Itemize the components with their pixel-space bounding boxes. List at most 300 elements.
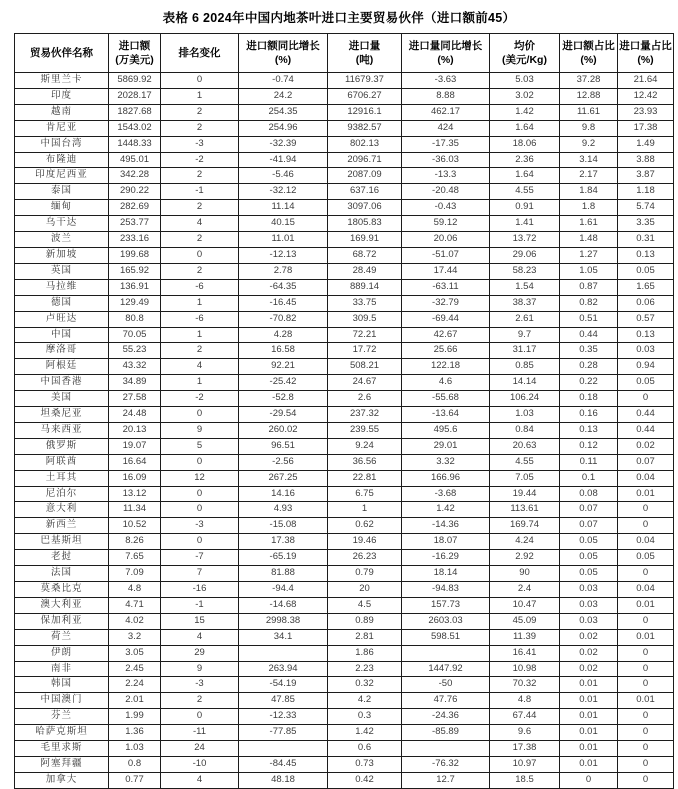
table-row <box>15 454 674 470</box>
cell-value_yoy: 267.25 <box>239 470 328 486</box>
column-header-volume_share <box>618 34 674 73</box>
cell-value_share: 0.28 <box>560 359 618 375</box>
cell-volume: 22.81 <box>328 470 402 486</box>
cell-volume_share: 0.13 <box>618 327 674 343</box>
cell-rank_change: -10 <box>161 756 239 772</box>
cell-volume_yoy: 18.07 <box>402 534 490 550</box>
cell-volume: 12916.1 <box>328 104 402 120</box>
cell-value_share: 0.1 <box>560 470 618 486</box>
cell-rank_change: 1 <box>161 327 239 343</box>
cell-import_value: 13.12 <box>109 486 161 502</box>
cell-import_value: 11.34 <box>109 502 161 518</box>
cell-partner: 波兰 <box>15 232 109 248</box>
cell-import_value: 8.26 <box>109 534 161 550</box>
cell-volume: 0.3 <box>328 709 402 725</box>
cell-import_value: 80.8 <box>109 311 161 327</box>
table-row <box>15 279 674 295</box>
cell-volume_yoy: 598.51 <box>402 629 490 645</box>
cell-volume_yoy: -3.63 <box>402 73 490 89</box>
cell-volume_share: 0.13 <box>618 247 674 263</box>
cell-volume: 309.5 <box>328 311 402 327</box>
cell-volume_yoy: -3.68 <box>402 486 490 502</box>
cell-volume: 802.13 <box>328 136 402 152</box>
table-row <box>15 295 674 311</box>
cell-volume_share: 1.65 <box>618 279 674 295</box>
table-row <box>15 263 674 279</box>
cell-volume_share: 3.87 <box>618 168 674 184</box>
cell-value_share: 0.03 <box>560 582 618 598</box>
cell-rank_change: 9 <box>161 422 239 438</box>
cell-value_share: 1.27 <box>560 247 618 263</box>
cell-volume: 1.42 <box>328 725 402 741</box>
cell-value_share: 1.84 <box>560 184 618 200</box>
cell-volume_yoy: 1.42 <box>402 502 490 518</box>
table-row <box>15 152 674 168</box>
cell-volume_share: 0.03 <box>618 343 674 359</box>
cell-avg_price: 1.41 <box>490 216 560 232</box>
cell-partner: 保加利亚 <box>15 613 109 629</box>
table-row <box>15 709 674 725</box>
cell-volume_yoy: -36.03 <box>402 152 490 168</box>
table-row <box>15 645 674 661</box>
cell-volume_share: 0 <box>618 725 674 741</box>
cell-value_share: 0.08 <box>560 486 618 502</box>
cell-volume: 2087.09 <box>328 168 402 184</box>
cell-avg_price: 90 <box>490 566 560 582</box>
cell-import_value: 136.91 <box>109 279 161 295</box>
cell-value_share: 0.01 <box>560 756 618 772</box>
header-line2: (%) <box>637 54 654 66</box>
cell-volume: 1805.83 <box>328 216 402 232</box>
table-row <box>15 327 674 343</box>
cell-import_value: 3.2 <box>109 629 161 645</box>
cell-partner: 泰国 <box>15 184 109 200</box>
cell-rank_change: -6 <box>161 279 239 295</box>
cell-value_yoy: -41.94 <box>239 152 328 168</box>
cell-volume_yoy: -16.29 <box>402 550 490 566</box>
cell-import_value: 1.99 <box>109 709 161 725</box>
cell-volume_share: 0 <box>618 741 674 757</box>
cell-value_share: 0.35 <box>560 343 618 359</box>
cell-import_value: 199.68 <box>109 247 161 263</box>
cell-avg_price: 45.09 <box>490 613 560 629</box>
cell-value_share: 0.05 <box>560 566 618 582</box>
cell-value_yoy: -12.13 <box>239 247 328 263</box>
cell-value_yoy: -0.74 <box>239 73 328 89</box>
cell-avg_price: 4.55 <box>490 184 560 200</box>
cell-volume_yoy: 8.88 <box>402 88 490 104</box>
cell-value_share: 0.51 <box>560 311 618 327</box>
cell-volume_share: 0.05 <box>618 550 674 566</box>
cell-volume_share: 1.18 <box>618 184 674 200</box>
cell-avg_price: 1.64 <box>490 168 560 184</box>
table-row <box>15 136 674 152</box>
cell-value_share: 0.02 <box>560 629 618 645</box>
cell-volume_yoy: 1447.92 <box>402 661 490 677</box>
cell-volume_share: 0 <box>618 661 674 677</box>
cell-import_value: 2.24 <box>109 677 161 693</box>
cell-volume_share: 0 <box>618 677 674 693</box>
cell-import_value: 4.8 <box>109 582 161 598</box>
cell-volume_share: 0.07 <box>618 454 674 470</box>
cell-value_share: 0.44 <box>560 327 618 343</box>
cell-volume: 0.73 <box>328 756 402 772</box>
cell-avg_price: 16.41 <box>490 645 560 661</box>
cell-volume_yoy: -51.07 <box>402 247 490 263</box>
cell-volume_yoy: -17.35 <box>402 136 490 152</box>
cell-avg_price: 18.06 <box>490 136 560 152</box>
cell-volume_share: 0 <box>618 518 674 534</box>
cell-value_yoy <box>239 741 328 757</box>
cell-volume_yoy: 462.17 <box>402 104 490 120</box>
table-row <box>15 311 674 327</box>
cell-value_share: 1.48 <box>560 232 618 248</box>
table-row <box>15 470 674 486</box>
cell-avg_price: 4.55 <box>490 454 560 470</box>
cell-partner: 法国 <box>15 566 109 582</box>
cell-volume_yoy: 4.6 <box>402 375 490 391</box>
cell-avg_price: 1.03 <box>490 407 560 423</box>
cell-import_value: 16.64 <box>109 454 161 470</box>
cell-volume_yoy: 3.32 <box>402 454 490 470</box>
cell-volume: 0.6 <box>328 741 402 757</box>
cell-volume: 17.72 <box>328 343 402 359</box>
cell-value_share: 0.05 <box>560 534 618 550</box>
cell-volume: 3097.06 <box>328 200 402 216</box>
cell-volume: 637.16 <box>328 184 402 200</box>
cell-import_value: 129.49 <box>109 295 161 311</box>
cell-volume_share: 0.31 <box>618 232 674 248</box>
cell-volume: 0.79 <box>328 566 402 582</box>
cell-partner: 马来西亚 <box>15 422 109 438</box>
cell-rank_change: 2 <box>161 200 239 216</box>
table-row <box>15 438 674 454</box>
table-row <box>15 613 674 629</box>
cell-rank_change: -3 <box>161 677 239 693</box>
cell-partner: 摩洛哥 <box>15 343 109 359</box>
table-row <box>15 184 674 200</box>
cell-value_yoy: 11.14 <box>239 200 328 216</box>
cell-volume_yoy: 47.76 <box>402 693 490 709</box>
cell-rank_change: 7 <box>161 566 239 582</box>
cell-rank_change: 29 <box>161 645 239 661</box>
cell-rank_change: -3 <box>161 518 239 534</box>
cell-value_share: 0.11 <box>560 454 618 470</box>
cell-avg_price: 4.8 <box>490 693 560 709</box>
cell-value_yoy: 96.51 <box>239 438 328 454</box>
cell-import_value: 34.89 <box>109 375 161 391</box>
cell-rank_change: 2 <box>161 693 239 709</box>
cell-partner: 印度 <box>15 88 109 104</box>
cell-rank_change: 0 <box>161 454 239 470</box>
header-line1: 贸易伙伴名称 <box>30 46 93 59</box>
cell-volume_share: 3.88 <box>618 152 674 168</box>
cell-value_share: 0.07 <box>560 502 618 518</box>
cell-value_share: 9.8 <box>560 120 618 136</box>
cell-rank_change: 24 <box>161 741 239 757</box>
cell-avg_price: 1.42 <box>490 104 560 120</box>
cell-value_share: 0.22 <box>560 375 618 391</box>
cell-partner: 澳大利亚 <box>15 597 109 613</box>
trade-partners-table <box>14 33 674 789</box>
cell-rank_change: -11 <box>161 725 239 741</box>
cell-value_yoy: -94.4 <box>239 582 328 598</box>
cell-volume_yoy: 166.96 <box>402 470 490 486</box>
cell-value_share: 1.05 <box>560 263 618 279</box>
cell-avg_price: 29.06 <box>490 247 560 263</box>
cell-rank_change: 2 <box>161 343 239 359</box>
cell-volume_yoy: 29.01 <box>402 438 490 454</box>
cell-rank_change: 1 <box>161 295 239 311</box>
cell-import_value: 20.13 <box>109 422 161 438</box>
cell-avg_price: 38.37 <box>490 295 560 311</box>
cell-volume_share: 0 <box>618 502 674 518</box>
cell-volume: 26.23 <box>328 550 402 566</box>
cell-avg_price: 106.24 <box>490 391 560 407</box>
cell-value_yoy: -32.39 <box>239 136 328 152</box>
cell-partner: 肯尼亚 <box>15 120 109 136</box>
cell-volume_yoy: 424 <box>402 120 490 136</box>
cell-avg_price: 0.85 <box>490 359 560 375</box>
cell-volume: 2.23 <box>328 661 402 677</box>
cell-partner: 哈萨克斯坦 <box>15 725 109 741</box>
cell-value_yoy: 16.58 <box>239 343 328 359</box>
cell-value_yoy: -70.82 <box>239 311 328 327</box>
header-line2: (%) <box>274 54 292 66</box>
cell-avg_price: 10.97 <box>490 756 560 772</box>
cell-value_share: 0.12 <box>560 438 618 454</box>
cell-value_yoy: -15.08 <box>239 518 328 534</box>
cell-rank_change: 0 <box>161 247 239 263</box>
cell-rank_change: 9 <box>161 661 239 677</box>
cell-volume: 11679.37 <box>328 73 402 89</box>
cell-import_value: 27.58 <box>109 391 161 407</box>
table-row <box>15 486 674 502</box>
cell-volume_share: 5.74 <box>618 200 674 216</box>
cell-value_yoy: -32.12 <box>239 184 328 200</box>
cell-avg_price: 0.84 <box>490 422 560 438</box>
table-row <box>15 168 674 184</box>
cell-avg_price: 2.92 <box>490 550 560 566</box>
cell-value_yoy: -65.19 <box>239 550 328 566</box>
cell-avg_price: 2.61 <box>490 311 560 327</box>
cell-avg_price: 13.72 <box>490 232 560 248</box>
cell-volume_yoy: 42.67 <box>402 327 490 343</box>
table-row <box>15 518 674 534</box>
cell-volume_share: 0 <box>618 645 674 661</box>
cell-import_value: 4.71 <box>109 597 161 613</box>
cell-import_value: 0.8 <box>109 756 161 772</box>
header-line2: (万美元) <box>115 54 154 66</box>
column-header-partner <box>15 34 109 73</box>
cell-avg_price: 14.14 <box>490 375 560 391</box>
cell-partner: 阿根廷 <box>15 359 109 375</box>
cell-avg_price: 2.36 <box>490 152 560 168</box>
cell-rank_change: -16 <box>161 582 239 598</box>
table-row <box>15 550 674 566</box>
cell-volume_share: 0.44 <box>618 422 674 438</box>
cell-value_yoy: 4.28 <box>239 327 328 343</box>
cell-rank_change: 2 <box>161 232 239 248</box>
cell-volume: 0.62 <box>328 518 402 534</box>
column-header-volume <box>328 34 402 73</box>
cell-volume_yoy: 157.73 <box>402 597 490 613</box>
cell-value_yoy: -12.33 <box>239 709 328 725</box>
cell-avg_price: 169.74 <box>490 518 560 534</box>
cell-value_share: 2.17 <box>560 168 618 184</box>
cell-partner: 新西兰 <box>15 518 109 534</box>
cell-value_yoy: -16.45 <box>239 295 328 311</box>
cell-import_value: 1543.02 <box>109 120 161 136</box>
table-row <box>15 741 674 757</box>
header-line1: 进口量 <box>348 39 381 52</box>
cell-volume_share: 23.93 <box>618 104 674 120</box>
cell-import_value: 233.16 <box>109 232 161 248</box>
cell-avg_price: 0.91 <box>490 200 560 216</box>
column-header-volume_yoy <box>402 34 490 73</box>
cell-rank_change: 0 <box>161 534 239 550</box>
table-row <box>15 693 674 709</box>
header-row <box>15 34 674 73</box>
cell-avg_price: 10.47 <box>490 597 560 613</box>
cell-partner: 英国 <box>15 263 109 279</box>
cell-volume: 889.14 <box>328 279 402 295</box>
cell-volume_share: 0 <box>618 613 674 629</box>
cell-avg_price: 9.7 <box>490 327 560 343</box>
cell-rank_change: -2 <box>161 152 239 168</box>
cell-rank_change: 12 <box>161 470 239 486</box>
header-line2: (%) <box>437 54 454 66</box>
cell-volume_share: 0.01 <box>618 629 674 645</box>
cell-value_share: 0.82 <box>560 295 618 311</box>
cell-rank_change: 2 <box>161 120 239 136</box>
cell-value_share: 0.01 <box>560 693 618 709</box>
cell-partner: 中国台湾 <box>15 136 109 152</box>
table-row <box>15 391 674 407</box>
cell-avg_price: 17.38 <box>490 741 560 757</box>
cell-volume_yoy: -13.64 <box>402 407 490 423</box>
cell-import_value: 253.77 <box>109 216 161 232</box>
table-row <box>15 200 674 216</box>
table-row <box>15 359 674 375</box>
cell-rank_change: 0 <box>161 73 239 89</box>
table-row <box>15 502 674 518</box>
cell-volume_yoy: -14.36 <box>402 518 490 534</box>
cell-rank_change: -1 <box>161 184 239 200</box>
cell-partner: 加拿大 <box>15 772 109 788</box>
cell-partner: 俄罗斯 <box>15 438 109 454</box>
table-row <box>15 247 674 263</box>
cell-value_share: 0.87 <box>560 279 618 295</box>
cell-import_value: 1.36 <box>109 725 161 741</box>
cell-value_share: 0.01 <box>560 709 618 725</box>
cell-partner: 马拉维 <box>15 279 109 295</box>
cell-import_value: 2028.17 <box>109 88 161 104</box>
cell-value_yoy: 254.96 <box>239 120 328 136</box>
cell-partner: 巴基斯坦 <box>15 534 109 550</box>
cell-volume_yoy: 495.6 <box>402 422 490 438</box>
cell-import_value: 5869.92 <box>109 73 161 89</box>
cell-value_share: 0.03 <box>560 597 618 613</box>
column-header-value_share <box>560 34 618 73</box>
cell-volume: 508.21 <box>328 359 402 375</box>
cell-volume: 6706.27 <box>328 88 402 104</box>
cell-partner: 南非 <box>15 661 109 677</box>
cell-value_share: 12.88 <box>560 88 618 104</box>
cell-rank_change: -3 <box>161 136 239 152</box>
cell-volume_yoy: -76.32 <box>402 756 490 772</box>
cell-import_value: 290.22 <box>109 184 161 200</box>
cell-value_share: 37.28 <box>560 73 618 89</box>
cell-partner: 中国 <box>15 327 109 343</box>
cell-value_yoy: 254.35 <box>239 104 328 120</box>
table-row <box>15 232 674 248</box>
cell-volume: 0.32 <box>328 677 402 693</box>
header-line2: (美元/Kg) <box>502 54 547 66</box>
cell-rank_change: 4 <box>161 359 239 375</box>
cell-value_share: 1.61 <box>560 216 618 232</box>
cell-volume_yoy: 18.14 <box>402 566 490 582</box>
cell-partner: 中国澳门 <box>15 693 109 709</box>
cell-avg_price: 4.24 <box>490 534 560 550</box>
cell-value_yoy: -29.54 <box>239 407 328 423</box>
cell-rank_change: 0 <box>161 407 239 423</box>
cell-value_share: 0.01 <box>560 677 618 693</box>
table-row <box>15 73 674 89</box>
cell-volume_yoy: 59.12 <box>402 216 490 232</box>
cell-import_value: 55.23 <box>109 343 161 359</box>
cell-rank_change: 1 <box>161 375 239 391</box>
cell-volume_yoy: 20.06 <box>402 232 490 248</box>
cell-value_share: 0.01 <box>560 741 618 757</box>
cell-partner: 新加坡 <box>15 247 109 263</box>
cell-volume_yoy: -55.68 <box>402 391 490 407</box>
cell-volume: 2.81 <box>328 629 402 645</box>
header-line1: 排名变化 <box>178 46 221 59</box>
cell-avg_price: 5.03 <box>490 73 560 89</box>
cell-import_value: 0.77 <box>109 772 161 788</box>
cell-volume_share: 0.05 <box>618 263 674 279</box>
cell-volume: 9382.57 <box>328 120 402 136</box>
cell-volume: 4.2 <box>328 693 402 709</box>
cell-value_yoy: 24.2 <box>239 88 328 104</box>
cell-value_yoy <box>239 645 328 661</box>
cell-volume: 6.75 <box>328 486 402 502</box>
cell-partner: 芬兰 <box>15 709 109 725</box>
cell-volume_share: 0 <box>618 566 674 582</box>
cell-value_share: 0.02 <box>560 661 618 677</box>
column-header-value_yoy <box>239 34 328 73</box>
cell-value_share: 0.07 <box>560 518 618 534</box>
table-row <box>15 104 674 120</box>
cell-partner: 伊朗 <box>15 645 109 661</box>
cell-volume_share: 0.02 <box>618 438 674 454</box>
header-line2: (吨) <box>355 54 374 66</box>
cell-avg_price: 70.32 <box>490 677 560 693</box>
cell-volume_share: 0 <box>618 709 674 725</box>
cell-value_yoy: 263.94 <box>239 661 328 677</box>
cell-partner: 美国 <box>15 391 109 407</box>
cell-import_value: 1.03 <box>109 741 161 757</box>
table-body <box>15 73 674 789</box>
cell-volume: 28.49 <box>328 263 402 279</box>
cell-partner: 阿联酋 <box>15 454 109 470</box>
cell-import_value: 1448.33 <box>109 136 161 152</box>
cell-partner: 韩国 <box>15 677 109 693</box>
cell-volume: 237.32 <box>328 407 402 423</box>
table-title: 表格 6 2024年中国内地茶叶进口主要贸易伙伴（进口额前45） <box>162 11 516 25</box>
cell-rank_change: 0 <box>161 486 239 502</box>
